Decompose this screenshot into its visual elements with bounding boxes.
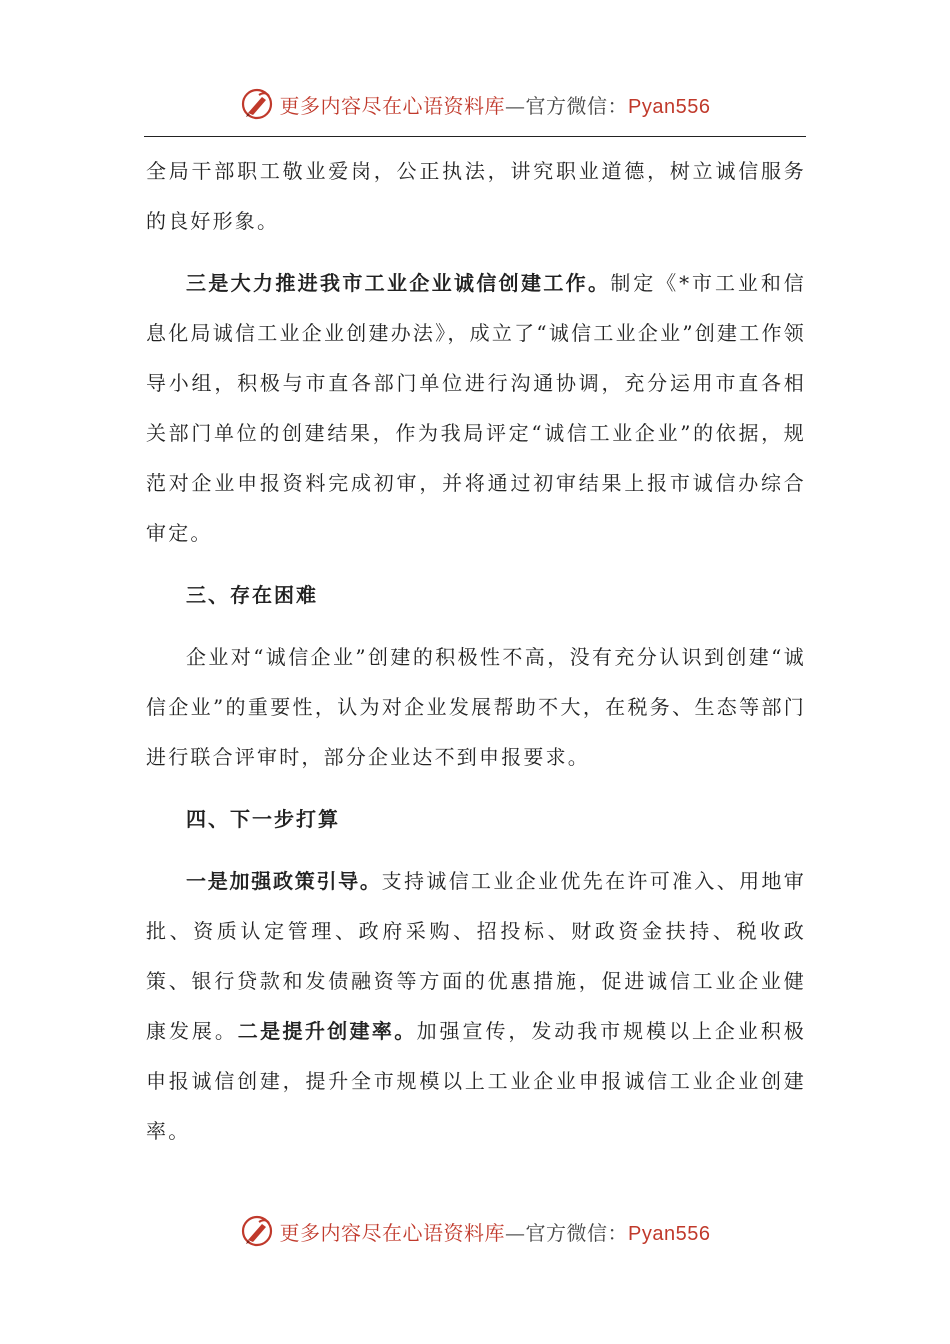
header-banner-text <box>280 90 711 119</box>
footer-wechat-id: Pyan556 <box>628 1222 711 1245</box>
footer-site-name: 更多内容尽在心语资料库 <box>279 1220 506 1245</box>
header-site-name: 更多内容尽在心语资料库 <box>279 93 506 118</box>
header-dash: — <box>505 93 526 118</box>
document-body <box>146 146 806 1168</box>
header-wechat-label: 官方微信： <box>525 93 629 118</box>
footer-dash: — <box>505 1220 526 1245</box>
header-divider <box>144 136 806 137</box>
footer-banner <box>0 1211 950 1251</box>
paragraph-lead-bold: 三是大力推进我市工业企业诚信创建工作。 <box>186 271 611 295</box>
paragraph-text: 制定《*市工业和信息化局诚信工业企业创建办法》，成立了“诚信工业企业”创建工作领导小组，积极与市直各部门单位进行沟通协调，充分运用市直各相关部门单位的创建结果，作为我局评定“诚信工业企业”的依据，规范对企业申报资料完成初审，并将通过初审结果上报市诚信办综合审定。 <box>146 271 806 545</box>
header-banner <box>0 84 950 124</box>
header-wechat-id: Pyan556 <box>628 95 711 118</box>
paragraph-text-policy: 支持诚信工业企业优先在许可准入、用地审批、资质认定管理、政府采购、招投标、财政资金扶持、税收政策、银行贷款和发债融资等方面的优惠措施，促进诚信工业企业健康发展。 <box>146 869 806 1043</box>
paragraph-lead-bold-policy: 一是加强政策引导。 <box>186 869 382 893</box>
pen-nib-logo-icon <box>240 1214 274 1248</box>
footer-wechat-label: 官方微信： <box>525 1220 629 1245</box>
footer-banner-text <box>280 1217 711 1246</box>
paragraph-continuation: 全局干部职工敬业爱岗，公正执法，讲究职业道德，树立诚信服务的良好形象。 <box>146 159 806 233</box>
pen-nib-logo-icon <box>240 87 274 121</box>
section-heading-next-steps: 四、下一步打算 <box>186 807 340 831</box>
paragraph-lead-bold-rate: 二是提升创建率。 <box>237 1019 417 1043</box>
paragraph-difficulties: 企业对“诚信企业”创建的积极性不高，没有充分认识到创建“诚信企业”的重要性，认为对企业发展帮助不大，在税务、生态等部门进行联合评审时，部分企业达不到申报要求。 <box>146 645 806 769</box>
paragraph-text-rate: 加强宣传，发动我市规模以上企业积极申报诚信创建，提升全市规模以上工业企业申报诚信工业企业创建率。 <box>146 1019 806 1143</box>
paragraph-item-three <box>146 258 806 558</box>
section-heading-difficulties: 三、存在困难 <box>186 583 318 607</box>
paragraph-next-steps <box>146 856 806 1156</box>
